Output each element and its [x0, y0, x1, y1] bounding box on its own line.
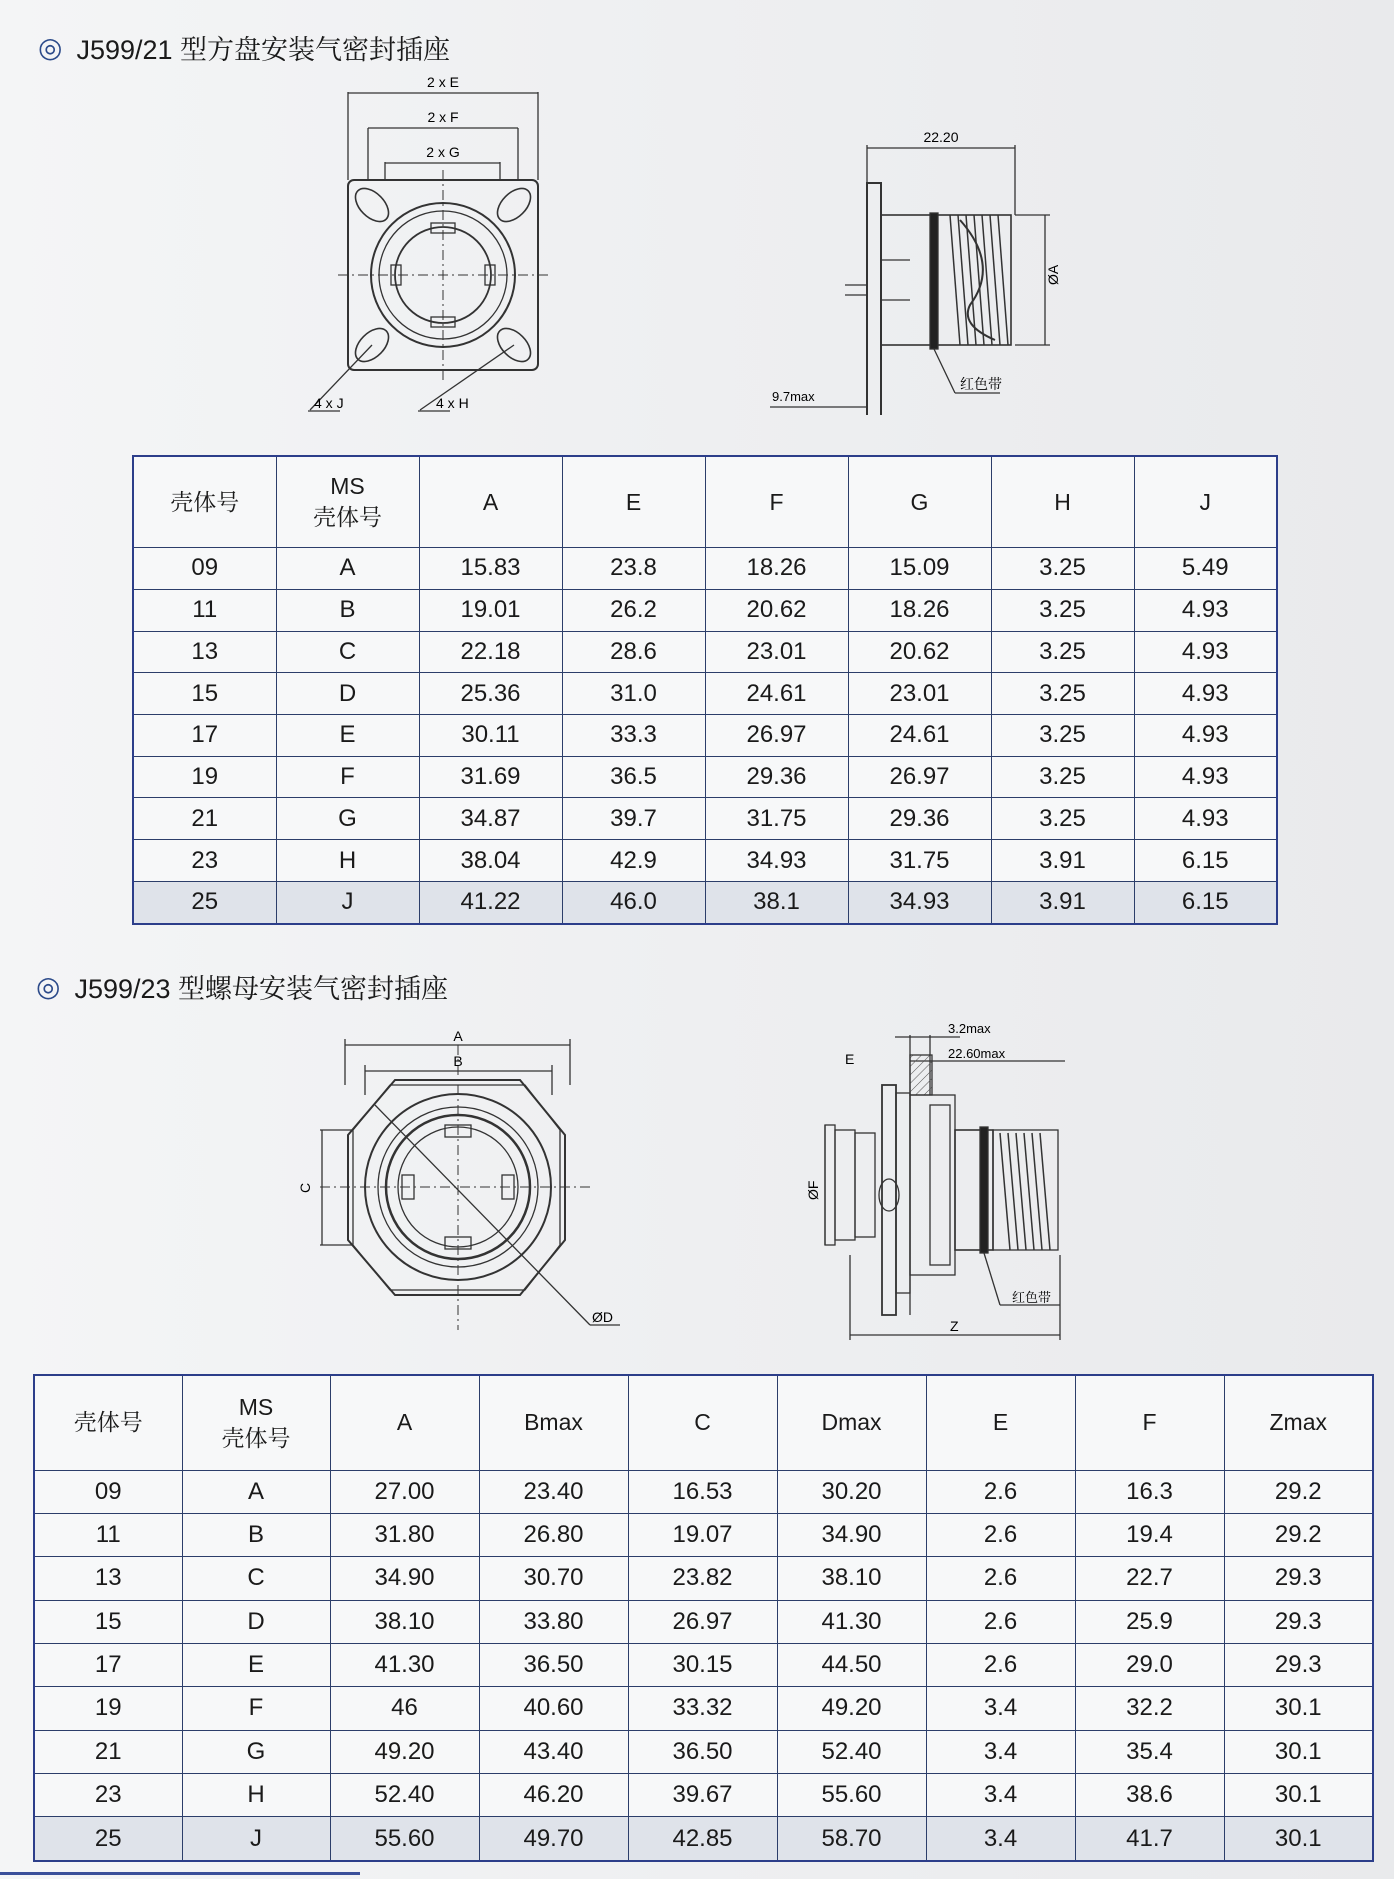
dia-d-label: ØD [592, 1309, 613, 1325]
table-cell: B [182, 1513, 330, 1556]
table-cell: 24.61 [705, 673, 848, 715]
table-cell: 29.36 [848, 798, 991, 840]
table-row [34, 1773, 1373, 1816]
table-cell: A [276, 548, 419, 590]
table-row [34, 1557, 1373, 1600]
table-cell: 4.93 [1134, 673, 1277, 715]
table-cell: 38.10 [777, 1557, 926, 1600]
spec-table-j599-21 [132, 455, 1278, 925]
table-cell: 30.1 [1224, 1817, 1373, 1861]
dim-b-label: B [453, 1053, 463, 1069]
dim-2xf-label: 2 x F [427, 109, 459, 125]
table-cell: 2.6 [926, 1557, 1075, 1600]
table-cell: 19 [133, 756, 276, 798]
table-cell: 23.40 [479, 1470, 628, 1513]
table-header-cell: Zmax [1224, 1375, 1373, 1470]
table-cell: C [182, 1557, 330, 1600]
square-flange-front-view [300, 70, 580, 420]
table-cell: 31.69 [419, 756, 562, 798]
table-cell: 3.4 [926, 1773, 1075, 1816]
table-cell: 26.97 [628, 1600, 777, 1643]
table-cell: 20.62 [705, 589, 848, 631]
table-cell: 33.3 [562, 714, 705, 756]
table-cell: 31.75 [848, 840, 991, 882]
table-cell: 30.1 [1224, 1773, 1373, 1816]
table-cell: 19.07 [628, 1513, 777, 1556]
table-cell: 52.40 [777, 1730, 926, 1773]
square-flange-side-view [760, 125, 1080, 415]
table-cell: 26.2 [562, 589, 705, 631]
table-header-cell: G [848, 456, 991, 548]
dim-22-60max-label: 22.60max [948, 1046, 1006, 1061]
dim-9-7max-label: 9.7max [772, 389, 815, 404]
table-cell: 38.04 [419, 840, 562, 882]
table-header-cell: 壳体号 [34, 1375, 182, 1470]
footer-bar [0, 1872, 360, 1875]
table-cell: 39.7 [562, 798, 705, 840]
table-cell: 24.61 [848, 714, 991, 756]
dim-2xe-label: 2 x E [427, 74, 459, 90]
table-cell: 23.01 [848, 673, 991, 715]
table-cell: 46.0 [562, 881, 705, 924]
dim-z-label: Z [950, 1318, 959, 1334]
table-cell: H [182, 1773, 330, 1816]
table-row [34, 1687, 1373, 1730]
table-cell: 4.93 [1134, 589, 1277, 631]
table-cell: 6.15 [1134, 881, 1277, 924]
table-cell: J [276, 881, 419, 924]
table-cell: 23.01 [705, 631, 848, 673]
dim-c-label: C [297, 1182, 313, 1193]
table-row [34, 1470, 1373, 1513]
table-cell: 3.25 [991, 714, 1134, 756]
table-cell: 55.60 [777, 1773, 926, 1816]
table-cell: 43.40 [479, 1730, 628, 1773]
table-cell: 29.2 [1224, 1513, 1373, 1556]
table-cell: 13 [133, 631, 276, 673]
table-cell: 31.80 [330, 1513, 479, 1556]
table-cell: 30.70 [479, 1557, 628, 1600]
table-cell: 2.6 [926, 1600, 1075, 1643]
table-cell: 09 [34, 1470, 182, 1513]
table-cell: 58.70 [777, 1817, 926, 1861]
table-cell: 40.60 [479, 1687, 628, 1730]
table-cell: 6.15 [1134, 840, 1277, 882]
table-cell: 30.1 [1224, 1730, 1373, 1773]
table-cell: 4.93 [1134, 756, 1277, 798]
table-cell: 29.3 [1224, 1643, 1373, 1686]
table-cell: 41.7 [1075, 1817, 1224, 1861]
dim-a-label: A [453, 1028, 463, 1044]
table-cell: 3.25 [991, 631, 1134, 673]
table-cell: 31.0 [562, 673, 705, 715]
table-cell: 33.32 [628, 1687, 777, 1730]
table-cell: 39.67 [628, 1773, 777, 1816]
table-cell: 44.50 [777, 1643, 926, 1686]
table-cell: 13 [34, 1557, 182, 1600]
red-band-label: 红色带 [960, 376, 1002, 392]
table-cell: 29.3 [1224, 1557, 1373, 1600]
table-cell: 29.0 [1075, 1643, 1224, 1686]
table-cell: 16.53 [628, 1470, 777, 1513]
table-cell: 46.20 [479, 1773, 628, 1816]
table-cell: 23.8 [562, 548, 705, 590]
table-header-row [133, 456, 1277, 548]
section2-title-text: J599/23 型螺母安装气密封插座 [74, 974, 449, 1004]
table-row [133, 631, 1277, 673]
table-cell: 23 [34, 1773, 182, 1816]
jam-nut-side-view [800, 1015, 1100, 1345]
section1-title [38, 28, 450, 67]
table-cell: 09 [133, 548, 276, 590]
dia-f-label: ØF [805, 1180, 821, 1200]
table-cell: 22.7 [1075, 1557, 1224, 1600]
table-cell: 42.9 [562, 840, 705, 882]
table-cell: 41.30 [777, 1600, 926, 1643]
table-cell: D [276, 673, 419, 715]
table-cell: 38.10 [330, 1600, 479, 1643]
table-cell: D [182, 1600, 330, 1643]
table-cell: 30.11 [419, 714, 562, 756]
table-cell: 17 [34, 1643, 182, 1686]
table-cell: 11 [34, 1513, 182, 1556]
table-cell: 15.09 [848, 548, 991, 590]
table-cell: 34.90 [777, 1513, 926, 1556]
table-cell: E [276, 714, 419, 756]
table-cell: 21 [34, 1730, 182, 1773]
table-header-cell: A [419, 456, 562, 548]
table-cell: J [182, 1817, 330, 1861]
table-cell: 26.97 [705, 714, 848, 756]
table-cell: 34.93 [848, 881, 991, 924]
table-cell: 3.4 [926, 1687, 1075, 1730]
table-header-cell: H [991, 456, 1134, 548]
table-cell: 28.6 [562, 631, 705, 673]
table-cell: 19 [34, 1687, 182, 1730]
table-cell: 21 [133, 798, 276, 840]
table-cell: 35.4 [1075, 1730, 1224, 1773]
table-cell: 26.97 [848, 756, 991, 798]
table-cell: G [182, 1730, 330, 1773]
table-cell: 36.50 [628, 1730, 777, 1773]
table-header-cell: 壳体号 [133, 456, 276, 548]
table-cell: 15 [133, 673, 276, 715]
table-cell: 49.70 [479, 1817, 628, 1861]
table-cell: 23 [133, 840, 276, 882]
table-cell: 30.15 [628, 1643, 777, 1686]
dia-a-label: ØA [1045, 264, 1061, 285]
table-cell: 2.6 [926, 1470, 1075, 1513]
table-header-cell: F [1075, 1375, 1224, 1470]
table-cell: C [276, 631, 419, 673]
table-cell: 5.49 [1134, 548, 1277, 590]
table-header-row [34, 1375, 1373, 1470]
table-cell: 11 [133, 589, 276, 631]
table-cell: 30.20 [777, 1470, 926, 1513]
table-cell: 2.6 [926, 1643, 1075, 1686]
table-cell: 25 [34, 1817, 182, 1861]
table-cell: 55.60 [330, 1817, 479, 1861]
table-cell: 36.5 [562, 756, 705, 798]
table-cell: 2.6 [926, 1513, 1075, 1556]
section1-title-text: J599/21 型方盘安装气密封插座 [76, 35, 451, 65]
table-cell: 3.25 [991, 798, 1134, 840]
table-header-cell: Bmax [479, 1375, 628, 1470]
table-cell: 41.30 [330, 1643, 479, 1686]
table-cell: 17 [133, 714, 276, 756]
table-cell: B [276, 589, 419, 631]
table-cell: 31.75 [705, 798, 848, 840]
table-cell: A [182, 1470, 330, 1513]
table-row [133, 548, 1277, 590]
table-cell: 42.85 [628, 1817, 777, 1861]
dim-22-20-label: 22.20 [923, 129, 959, 145]
table-header-cell: C [628, 1375, 777, 1470]
table-row [133, 798, 1277, 840]
table-cell: 25 [133, 881, 276, 924]
table-cell: 27.00 [330, 1470, 479, 1513]
table-header-cell: MS 壳体号 [182, 1375, 330, 1470]
table-cell: 26.80 [479, 1513, 628, 1556]
table-cell: 3.4 [926, 1730, 1075, 1773]
table-cell: G [276, 798, 419, 840]
table-cell: 29.2 [1224, 1470, 1373, 1513]
table-cell: 15 [34, 1600, 182, 1643]
jam-nut-front-view [290, 1025, 630, 1335]
table-cell: 3.25 [991, 589, 1134, 631]
table-cell: 3.25 [991, 673, 1134, 715]
bullet-icon: ◎ [36, 971, 61, 1002]
table-cell: 18.26 [848, 589, 991, 631]
table-cell: 34.93 [705, 840, 848, 882]
dim-4xh-label: 4 x H [436, 395, 469, 411]
dim-4xj-label: 4 x J [314, 395, 344, 411]
table-row [133, 840, 1277, 882]
table-header-cell: J [1134, 456, 1277, 548]
table-cell: 4.93 [1134, 798, 1277, 840]
table-row [34, 1730, 1373, 1773]
dim-3-2max-label: 3.2max [948, 1021, 991, 1036]
table-cell: F [182, 1687, 330, 1730]
table-cell: F [276, 756, 419, 798]
table-cell: 4.93 [1134, 714, 1277, 756]
dim-e-label: E [845, 1051, 855, 1067]
table-row [34, 1600, 1373, 1643]
table-row [133, 756, 1277, 798]
table-row [133, 714, 1277, 756]
table-cell: 41.22 [419, 881, 562, 924]
table-header-cell: MS 壳体号 [276, 456, 419, 548]
section2-title [36, 967, 448, 1006]
bullet-icon: ◎ [38, 32, 63, 63]
table-row [133, 589, 1277, 631]
table-cell: 3.25 [991, 548, 1134, 590]
table-header-cell: F [705, 456, 848, 548]
table-cell: 20.62 [848, 631, 991, 673]
table-cell: 32.2 [1075, 1687, 1224, 1730]
table-cell: 19.4 [1075, 1513, 1224, 1556]
table-row [133, 673, 1277, 715]
table-header-cell: E [926, 1375, 1075, 1470]
table-cell: 52.40 [330, 1773, 479, 1816]
table-cell: 38.6 [1075, 1773, 1224, 1816]
table-cell: 15.83 [419, 548, 562, 590]
table-cell: 36.50 [479, 1643, 628, 1686]
table-header-cell: Dmax [777, 1375, 926, 1470]
table-row [133, 881, 1277, 924]
table-cell: 3.4 [926, 1817, 1075, 1861]
table-cell: 25.36 [419, 673, 562, 715]
table-cell: 22.18 [419, 631, 562, 673]
table-header-cell: A [330, 1375, 479, 1470]
table-cell: 34.87 [419, 798, 562, 840]
table-cell: 30.1 [1224, 1687, 1373, 1730]
spec-table-j599-23 [33, 1374, 1374, 1862]
table-cell: 3.91 [991, 881, 1134, 924]
table-cell: 16.3 [1075, 1470, 1224, 1513]
table-cell: 33.80 [479, 1600, 628, 1643]
table-row [34, 1643, 1373, 1686]
table-cell: 34.90 [330, 1557, 479, 1600]
dim-2xg-label: 2 x G [426, 144, 460, 160]
table-header-cell: E [562, 456, 705, 548]
red-band-label: 红色带 [1012, 1290, 1052, 1305]
table-cell: 29.36 [705, 756, 848, 798]
table-cell: 23.82 [628, 1557, 777, 1600]
table-cell: 25.9 [1075, 1600, 1224, 1643]
table-cell: 49.20 [330, 1730, 479, 1773]
table-cell: E [182, 1643, 330, 1686]
table-cell: 3.91 [991, 840, 1134, 882]
table-row [34, 1513, 1373, 1556]
table-row [34, 1817, 1373, 1861]
table-cell: 3.25 [991, 756, 1134, 798]
table-cell: 46 [330, 1687, 479, 1730]
table-cell: 29.3 [1224, 1600, 1373, 1643]
table-cell: H [276, 840, 419, 882]
table-cell: 38.1 [705, 881, 848, 924]
table-cell: 49.20 [777, 1687, 926, 1730]
table-cell: 4.93 [1134, 631, 1277, 673]
table-cell: 19.01 [419, 589, 562, 631]
table-cell: 18.26 [705, 548, 848, 590]
